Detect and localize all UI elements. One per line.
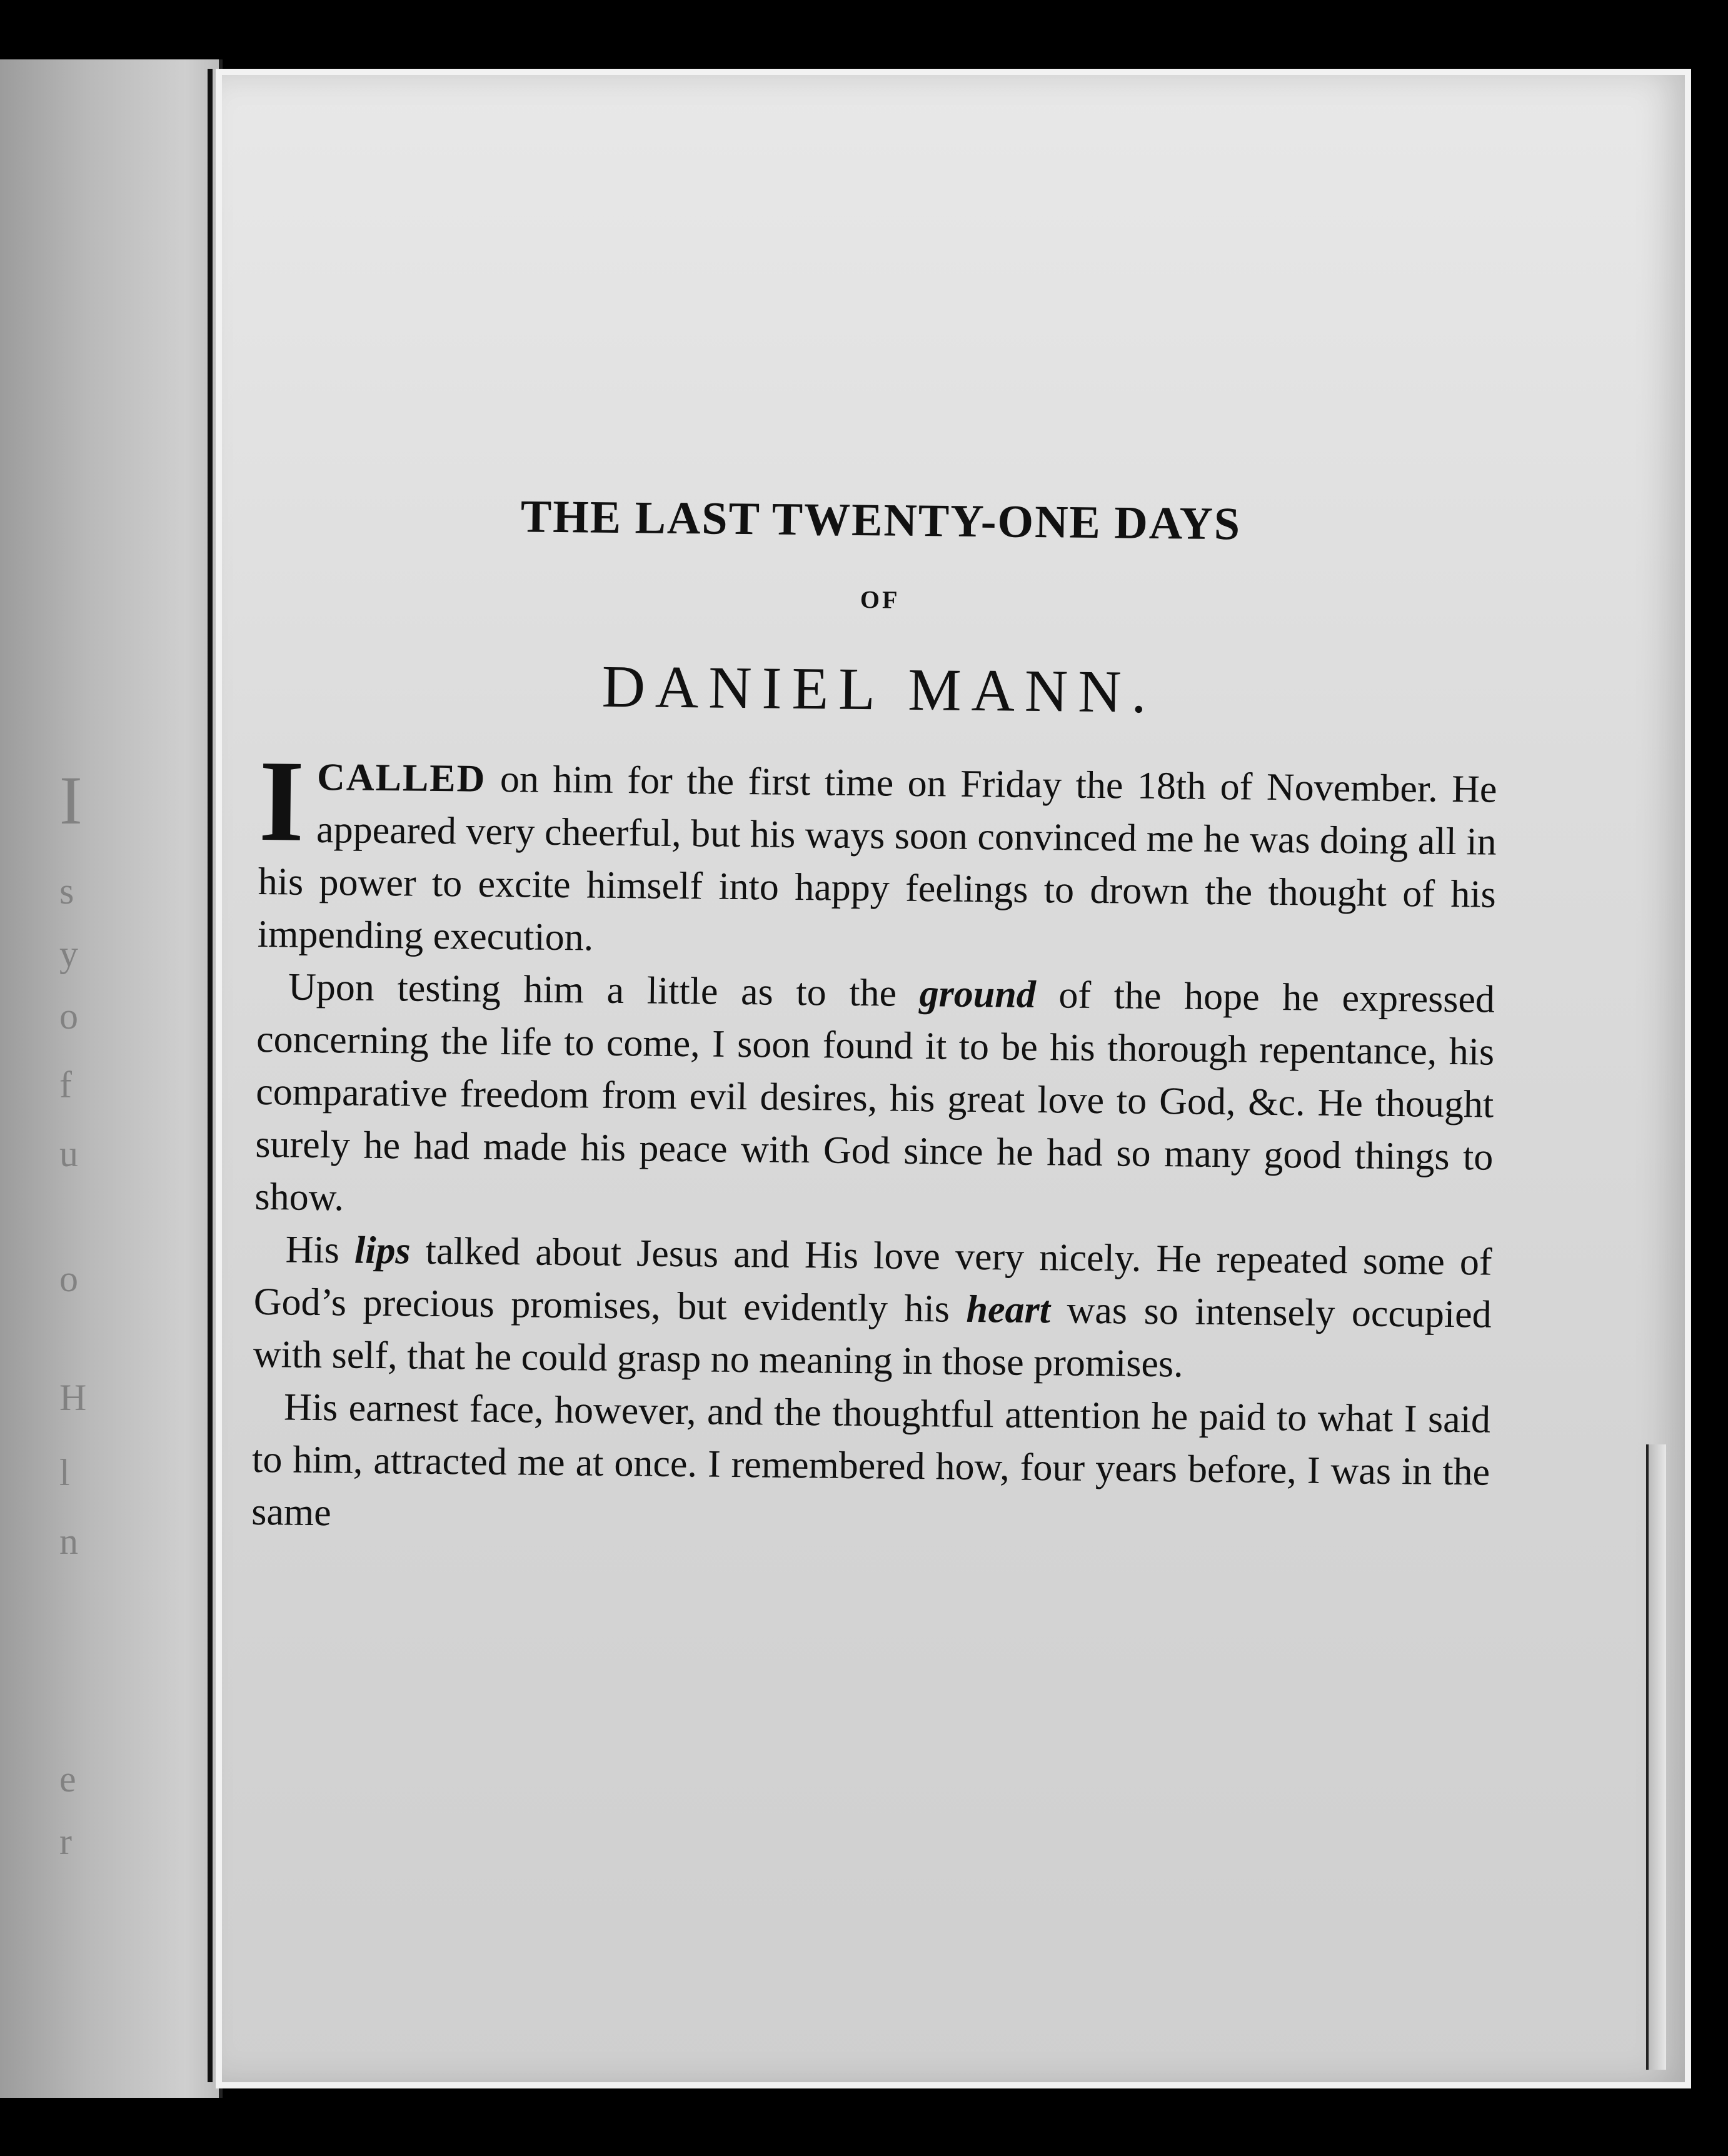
body-text <box>251 736 1497 1551</box>
emphasis-text: ground <box>919 972 1037 1016</box>
facing-page-fragment: s <box>59 870 74 912</box>
paragraph-text: of the hope he expressed concerning the life to come, I soon found it to be his thorough repentance, his comparative freedom from evil desires, his great love to God, &c. He thought surely he had made his peace with God since he had so many good things to show. <box>254 974 1495 1219</box>
paragraph-4 <box>251 1381 1491 1551</box>
facing-page-fragment: l <box>59 1452 70 1493</box>
paragraph-text: His <box>285 1228 355 1272</box>
paragraph-text: Upon testing him a little as to the <box>288 965 920 1015</box>
paragraph-text: His earnest face, however, and the thoughtful attention he paid to what I said to him, attracted me at once. I remembered how, four years before, I was in the same <box>251 1386 1491 1534</box>
facing-page-fragment: r <box>59 1821 72 1862</box>
book-spine <box>208 69 213 2082</box>
paragraph-3 <box>253 1223 1493 1394</box>
chapter-title-name: DANIEL MANN. <box>601 652 1157 725</box>
facing-page-fragment: H <box>59 1377 87 1418</box>
paragraph-text: was so intensely occupied with self, that he could grasp no meaning in those promises. <box>253 1289 1492 1386</box>
emphasis-text: lips <box>354 1229 411 1272</box>
paragraph-text: on him for the first time on Friday the 18th of November. He appeared very cheerful, but his ways soon convinced me he was doing all in his power to excite himself into happy feelings to drown the thought of his impending execution. <box>257 757 1497 959</box>
facing-page-fragment: y <box>59 933 78 974</box>
paragraph-2 <box>254 960 1495 1236</box>
facing-page-fragment: o <box>59 1258 78 1299</box>
chapter-title-of: OF <box>860 585 900 614</box>
paragraph-lead-word: CALLED <box>316 755 486 800</box>
facing-page-fragment: o <box>59 995 78 1037</box>
emphasis-text: heart <box>966 1287 1051 1332</box>
facing-page <box>0 59 223 2098</box>
facing-page-fragment: n <box>59 1521 78 1562</box>
facing-page-fragment: e <box>59 1758 76 1800</box>
paragraph-1 <box>257 736 1497 974</box>
chapter-title: THE LAST TWENTY-ONE DAYS <box>520 491 1242 550</box>
facing-page-fragment: I <box>59 762 83 839</box>
page-text <box>251 456 1500 1551</box>
drop-cap: I <box>258 736 305 866</box>
facing-page-fragment: f <box>59 1064 72 1106</box>
paragraph-text: talked about Jesus and His love very nicely. He repeated some of God’s precious promises, but evidently his <box>253 1229 1492 1331</box>
page-edge <box>1646 1444 1666 2070</box>
facing-page-fragment: u <box>59 1133 78 1174</box>
